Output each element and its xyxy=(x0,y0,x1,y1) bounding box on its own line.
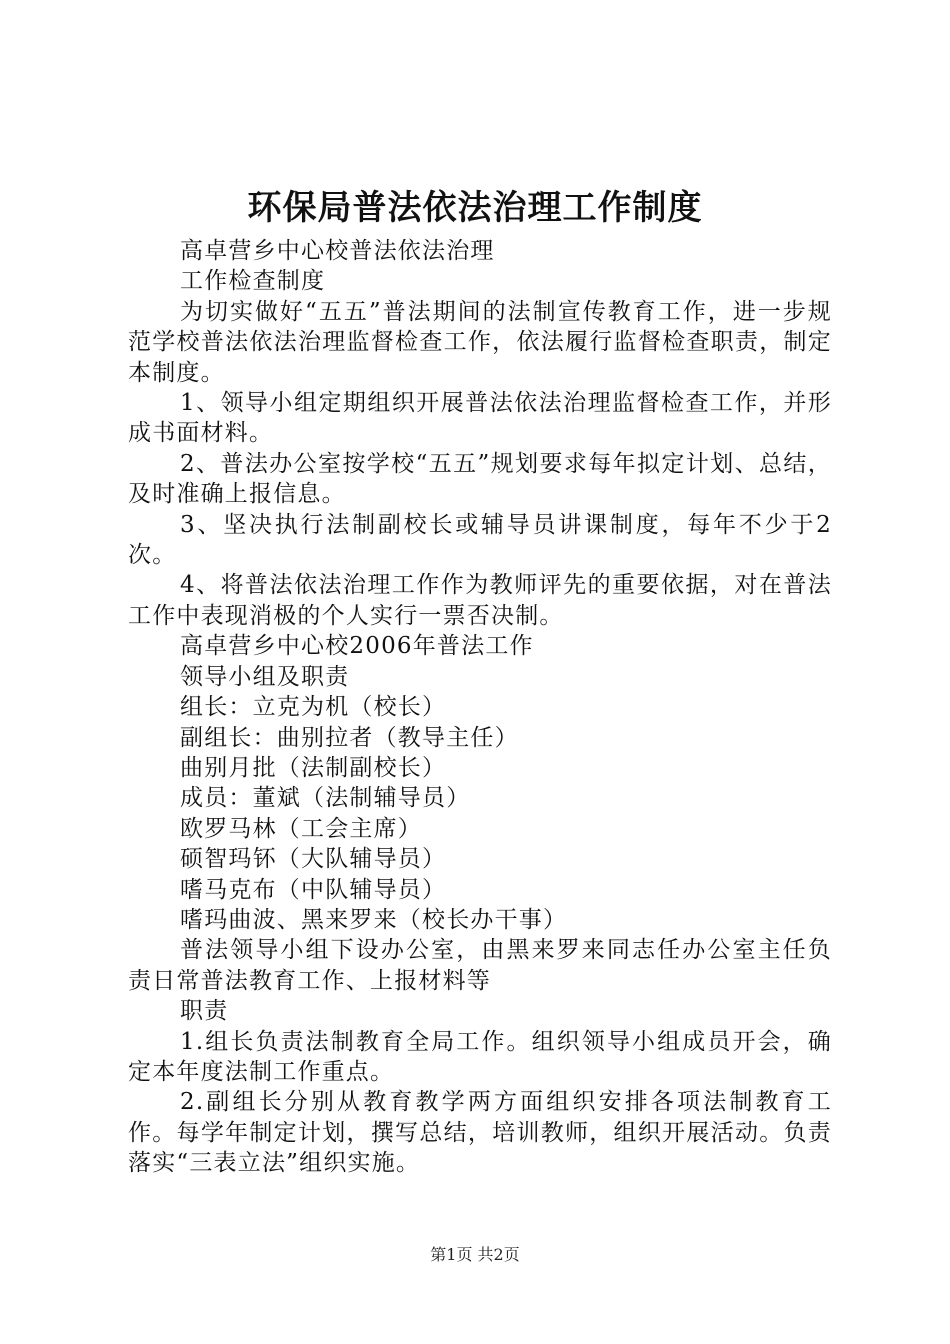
paragraph: 1.组长负责法制教育全局工作。组织领导小组成员开会，确定本年度法制工作重点。 xyxy=(128,1028,832,1085)
paragraph: 普法领导小组下设办公室，由黑来罗来同志任办公室主任负责日常普法教育工作、上报材料等 xyxy=(128,937,832,994)
paragraph: 2、普法办公室按学校“五五”规划要求每年拟定计划、总结，及时准确上报信息。 xyxy=(128,450,832,508)
paragraph: 组长：立克为机（校长） xyxy=(180,694,447,721)
document-body xyxy=(128,236,832,1179)
paragraph: 硕智玛钚（大队辅导员） xyxy=(180,846,447,873)
paragraph: 职责 xyxy=(180,998,229,1025)
paragraph: 欧罗马林（工会主席） xyxy=(180,815,422,842)
paragraph: 工作检查制度 xyxy=(180,268,326,295)
page-number-footer: 第1页 共2页 xyxy=(430,1245,520,1264)
paragraph: 2.副组长分别从教育教学两方面组织安排各项法制教育工作。每学年制定计划，撰写总结，培训教师，组织开展活动。负责落实“三表立法”组织实施。 xyxy=(128,1089,832,1177)
paragraph: 为切实做好“五五”普法期间的法制宣传教育工作，进一步规范学校普法依法治理监督检查工作，依法履行监督检查职责，制定本制度。 xyxy=(128,298,832,386)
paragraph: 高卓营乡中心校2006年普法工作 xyxy=(180,633,534,660)
paragraph: 高卓营乡中心校普法依法治理 xyxy=(180,238,495,264)
paragraph: 副组长：曲别拉者（教导主任） xyxy=(180,724,519,751)
paragraph: 曲别月批（法制副校长） xyxy=(180,754,447,781)
paragraph: 1、领导小组定期组织开展普法依法治理监督检查工作，并形成书面材料。 xyxy=(128,390,832,447)
paragraph: 领导小组及职责 xyxy=(180,663,350,690)
paragraph: 4、将普法依法治理工作作为教师评先的重要依据，对在普法工作中表现消极的个人实行一票否决制。 xyxy=(128,572,832,629)
paragraph: 3、坚决执行法制副校长或辅导员讲课制度，每年不少于2次。 xyxy=(128,511,832,569)
paragraph: 嗜玛曲波、黑来罗来（校长办干事） xyxy=(180,906,568,933)
paragraph: 嗜马克布（中队辅导员） xyxy=(180,876,447,903)
document-title: 环保局普法依法治理工作制度 xyxy=(247,188,703,228)
paragraph: 成员：董斌（法制辅导员） xyxy=(180,785,471,812)
